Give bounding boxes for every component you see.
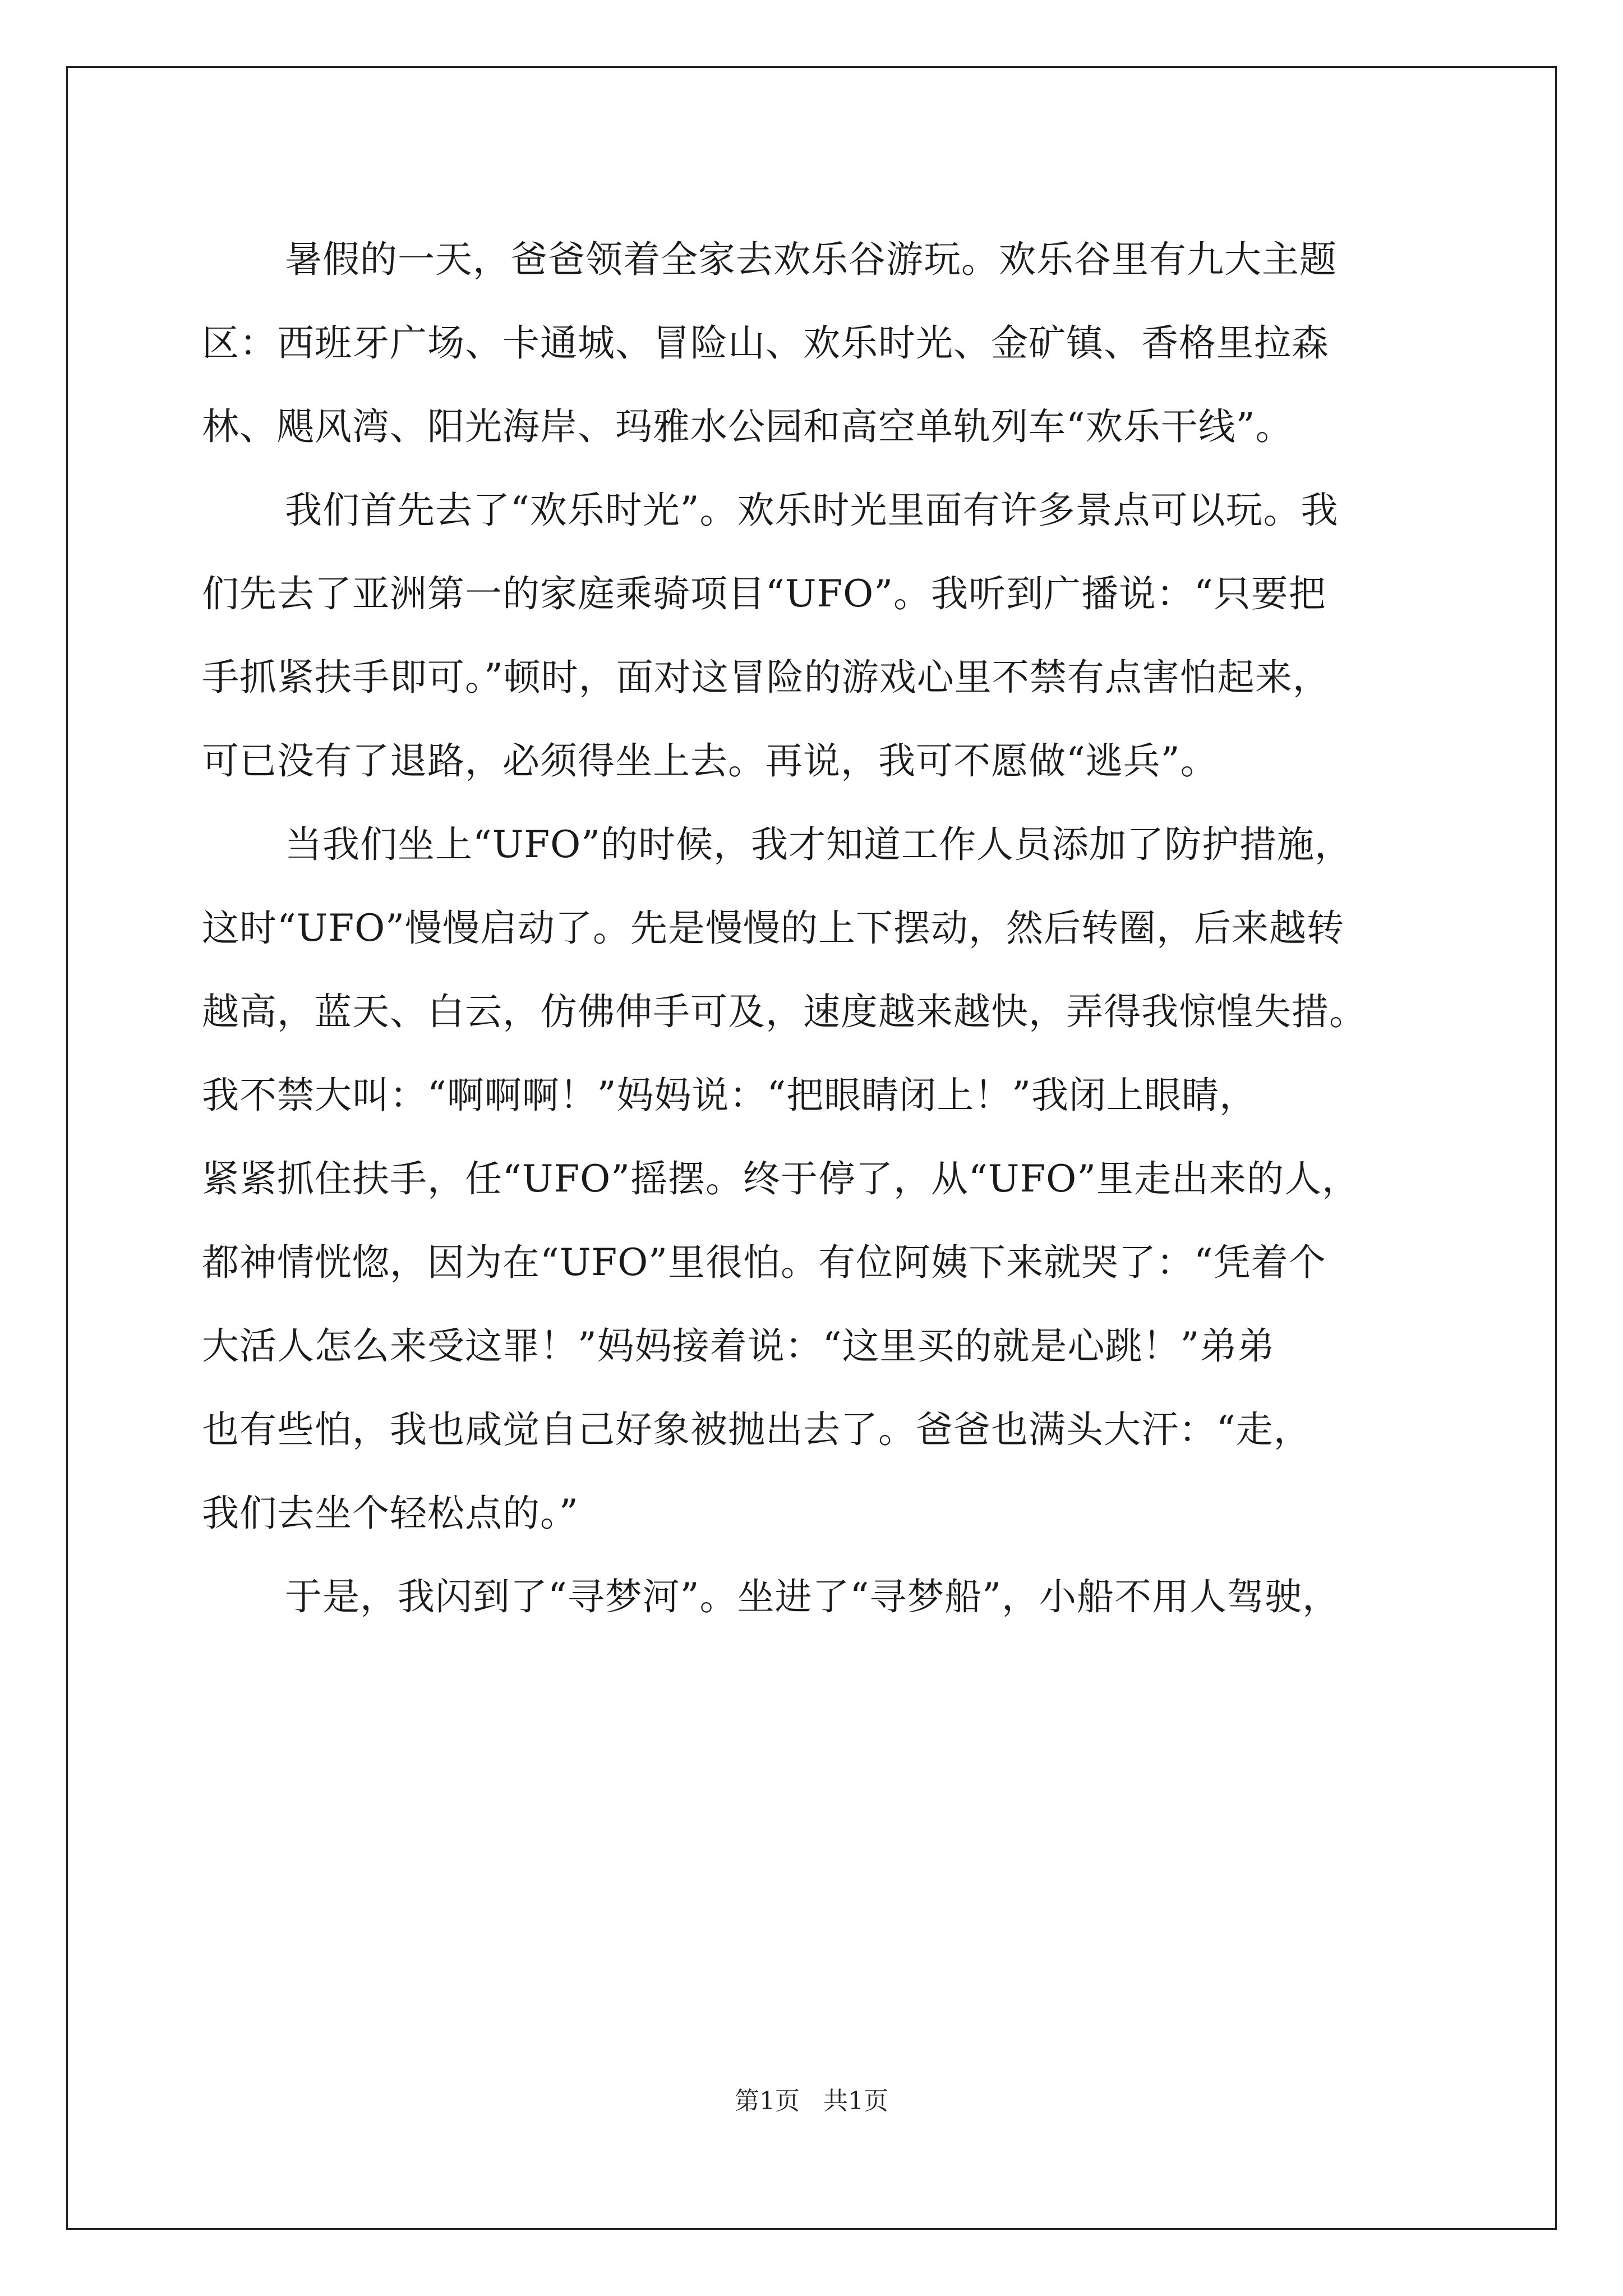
- document-body: [202, 218, 1447, 1639]
- paragraph-1-line-3: 林、飓风湾、阳光海岸、玛雅水公园和高空单轨列车“欢乐干线”。: [202, 405, 1293, 448]
- paragraph-3-line-3: 越高，蓝天、白云，仿佛伸手可及，速度越来越快，弄得我惊惶失措。: [202, 990, 1367, 1033]
- paragraph-3-line-2: 这时“UFO”慢慢启动了。先是慢慢的上下摆动，然后转圈，后来越转: [202, 907, 1345, 950]
- paragraph-3-line-1: 当我们坐上“UFO”的时候，我才知道工作人员添加了防护措施，: [285, 823, 1353, 866]
- paragraph-1-line-1: 暑假的一天，爸爸领着全家去欢乐谷游玩。欢乐谷里有九大主题: [285, 238, 1337, 281]
- paragraph-1-line-2: 区：西班牙广场、卡通城、冒险山、欢乐时光、金矿镇、香格里拉森: [202, 321, 1329, 365]
- paragraph-2-line-3: 手抓紧扶手即可。”顿时，面对这冒险的游戏心里不禁有点害怕起来，: [202, 656, 1330, 699]
- paragraph-3-line-6: 都神情恍惚，因为在“UFO”里很怕。有位阿姨下来就哭了：“凭着个: [202, 1241, 1326, 1284]
- paragraph-4-line-1: 于是，我闪到了“寻梦河”。坐进了“寻梦船”，小船不用人驾驶，: [285, 1575, 1340, 1618]
- paragraph-3-line-5: 紧紧抓住扶手，任“UFO”摇摆。终于停了，从“UFO”里走出来的人，: [202, 1157, 1360, 1200]
- paragraph-2-line-2: 们先去了亚洲第一的家庭乘骑项目“UFO”。我听到广播说：“只要把: [202, 572, 1326, 615]
- paragraph-3-line-4: 我不禁大叫：“啊啊啊！”妈妈说：“把眼睛闭上！”我闭上眼睛，: [202, 1074, 1257, 1117]
- page-number-footer: 第1页 共1页: [735, 2087, 888, 2115]
- paragraph-3-line-7: 大活人怎么来受这罪！”妈妈接着说：“这里买的就是心跳！”弟弟: [202, 1324, 1275, 1368]
- paragraph-2-line-1: 我们首先去了“欢乐时光”。欢乐时光里面有许多景点可以玩。我: [285, 489, 1339, 532]
- paragraph-3-line-9: 我们去坐个轻松点的。”: [202, 1492, 579, 1535]
- paragraph-2-line-4: 可已没有了退路，必须得坐上去。再说，我可不愿做“逃兵”。: [202, 739, 1218, 783]
- paragraph-3-line-8: 也有些怕，我也咸觉自己好象被抛出去了。爸爸也满头大汗：“走，: [202, 1408, 1311, 1451]
